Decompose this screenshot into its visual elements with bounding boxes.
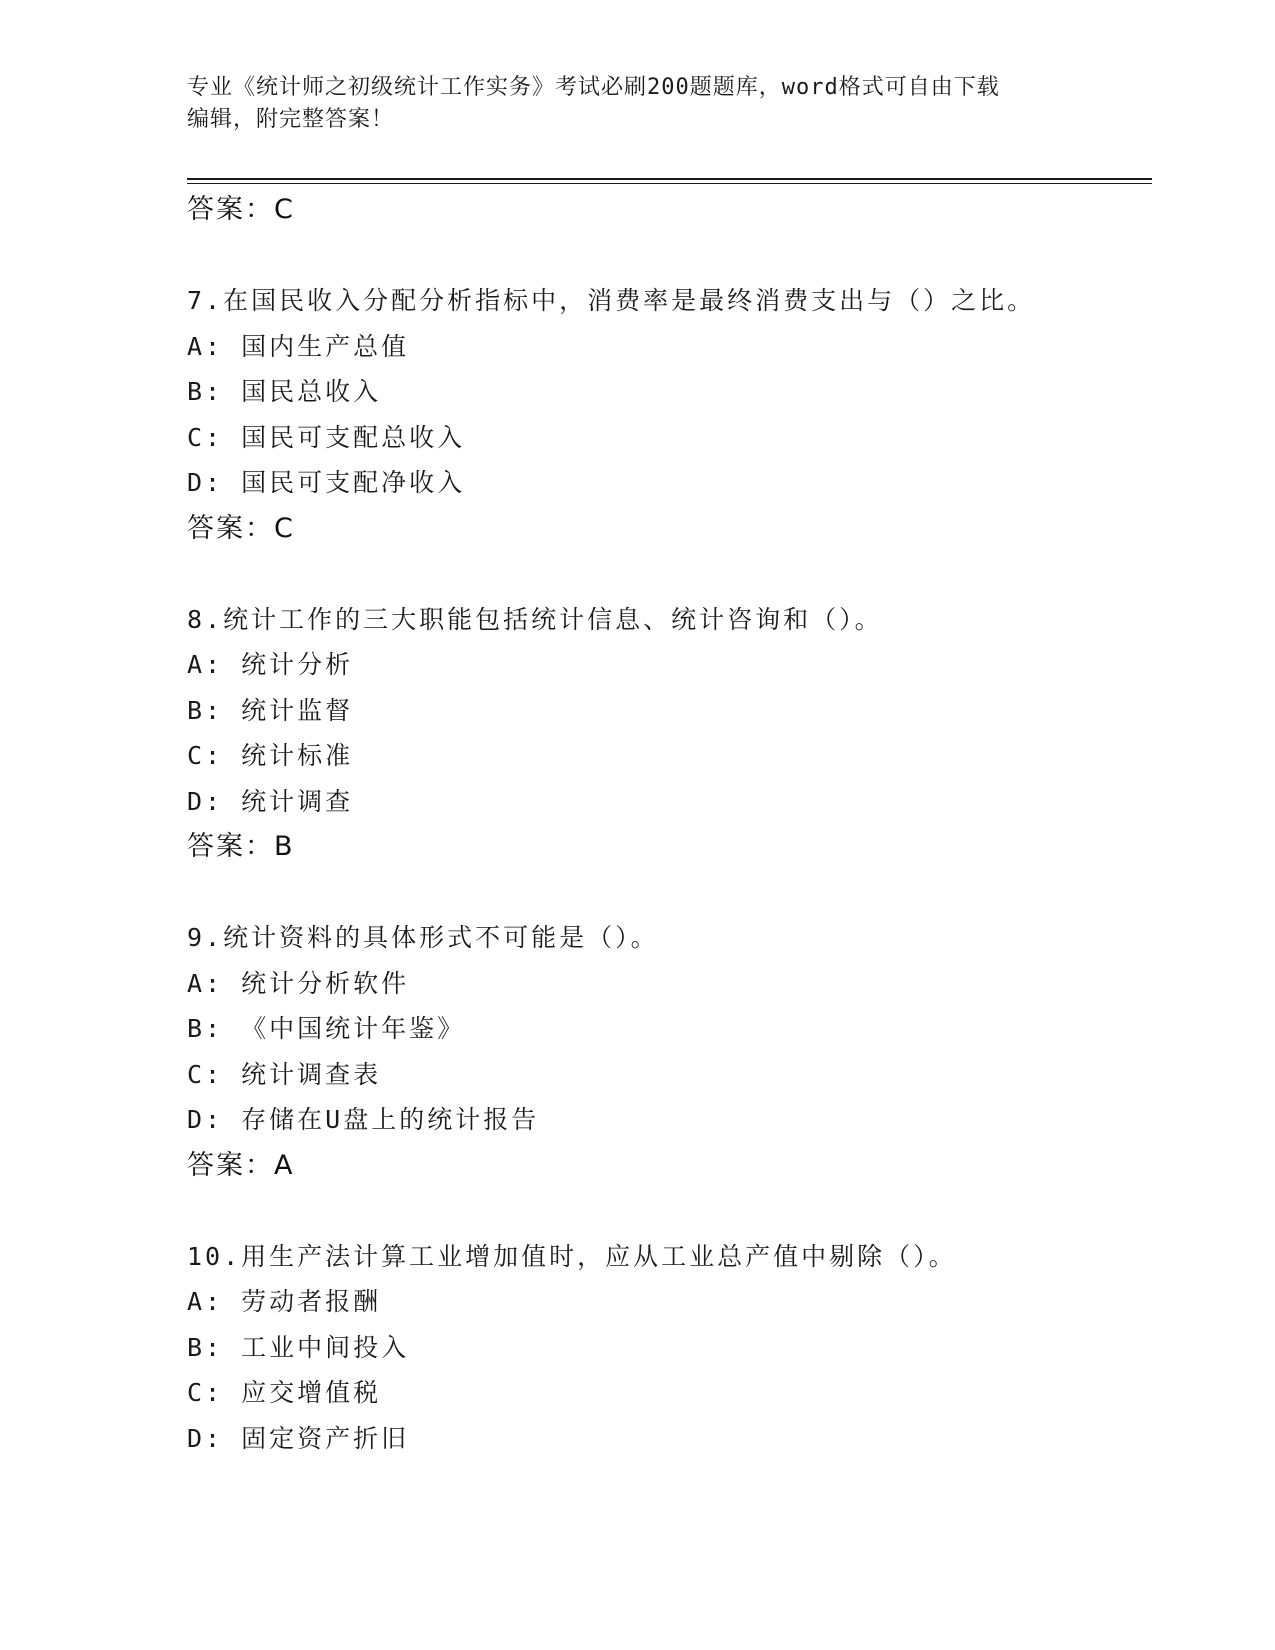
answer-value: C [274, 194, 295, 225]
option-b: B: 统计监督 [187, 695, 354, 725]
option-a: A: 劳动者报酬 [187, 1287, 382, 1316]
document-header [187, 72, 1087, 136]
answer-label: 答案： [187, 194, 274, 225]
answer-label: 答案： [187, 831, 274, 862]
question-list [187, 187, 1152, 1461]
option-b: B: 《中国统计年鉴》 [187, 1014, 466, 1043]
question-block [187, 915, 1152, 1188]
question-answer [187, 506, 1152, 552]
option-c: C: 统计标准 [187, 741, 354, 770]
question-text: 8.统计工作的三大职能包括统计信息、统计咨询和（）。 [187, 604, 883, 634]
question-answer [187, 1143, 1152, 1189]
header-line-2: 编辑，附完整答案！ [187, 107, 395, 132]
option-b: B: 工业中间投入 [187, 1332, 410, 1362]
option-a: A: 统计分析 [187, 650, 354, 679]
header-line-1: 专业《统计师之初级统计工作实务》考试必刷200题题库，word格式可自由下载 [187, 75, 1000, 100]
header-rule-thick [187, 178, 1152, 180]
question-block [187, 597, 1152, 870]
question-text: 10.用生产法计算工业增加值时，应从工业总产值中剔除（）。 [187, 1241, 957, 1271]
option-a: A: 国内生产总值 [187, 331, 410, 361]
answer-value: B [274, 831, 295, 862]
option-d: D: 固定资产折旧 [187, 1423, 410, 1453]
header-rule-thin [187, 183, 1152, 184]
option-a: A: 统计分析软件 [187, 968, 410, 998]
option-c: C: 国民可支配总收入 [187, 422, 466, 452]
option-d: D: 国民可支配净收入 [187, 468, 466, 497]
answer-value: A [274, 1149, 295, 1181]
previous-answer [187, 187, 1152, 233]
question-text: 9.统计资料的具体形式不可能是（）。 [187, 923, 659, 952]
answer-label: 答案： [187, 512, 274, 544]
question-text: 7.在国民收入分配分析指标中，消费率是最终消费支出与（）之比。 [187, 286, 1036, 315]
option-d: D: 存储在U盘上的统计报告 [187, 1105, 540, 1134]
option-c: C: 统计调查表 [187, 1059, 382, 1089]
option-b: B: 国民总收入 [187, 377, 382, 406]
answer-value: C [274, 512, 295, 544]
option-c: C: 应交增值税 [187, 1378, 382, 1407]
option-d: D: 统计调查 [187, 786, 354, 816]
question-answer [187, 824, 1152, 870]
answer-label: 答案： [187, 1149, 274, 1181]
question-block [187, 278, 1152, 551]
question-block [187, 1234, 1152, 1462]
